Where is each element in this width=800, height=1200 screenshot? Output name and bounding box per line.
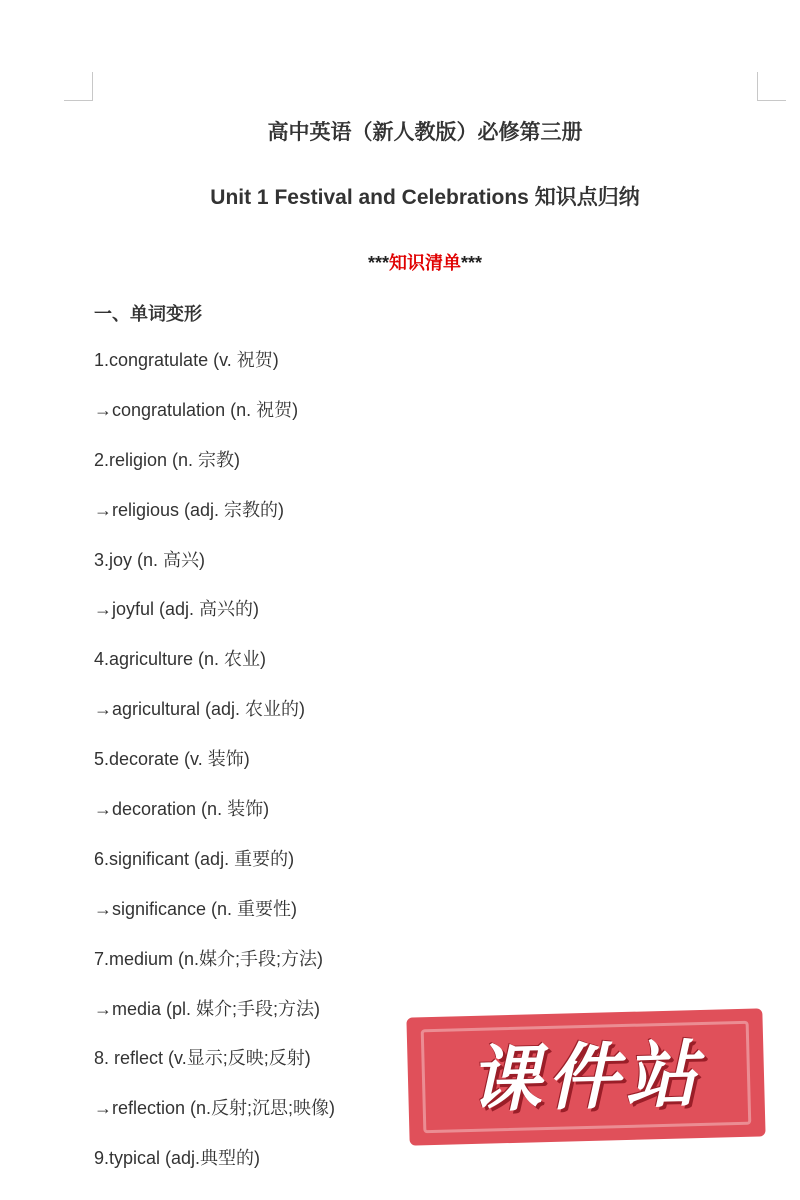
word-forms-list [94,346,335,1194]
list-item: →reflection (n.反射;沉思;映像) [94,1098,336,1119]
list-item: 4.agriculture (n. 农业) [94,649,267,670]
banner-text: 知识清单 [389,253,461,273]
list-item: 7.medium (n.媒介;手段;方法) [94,948,324,969]
list-item: 5.decorate (v. 装饰) [94,749,250,770]
section-heading: 一、单词变形 [94,304,202,324]
list-item: →congratulation (n. 祝贺) [94,399,299,420]
list-item: →media (pl. 媒介;手段;方法) [94,998,321,1019]
list-item: →significance (n. 重要性) [94,898,298,919]
list-item: 9.typical (adj.典型的) [94,1148,261,1169]
list-item: →religious (adj. 宗教的) [94,499,285,520]
list-item: 2.religion (n. 宗教) [94,449,241,470]
watermark-text: 课件站 [467,1031,705,1123]
watermark-stamp [406,1008,765,1145]
banner-suffix: *** [461,253,483,273]
list-item: 1.congratulate (v. 祝贺) [94,350,279,370]
list-item: →agricultural (adj. 农业的) [94,699,306,720]
document-title: 高中英语（新人教版）必修第三册 [267,121,583,144]
banner-prefix: *** [367,253,389,273]
list-item: 6.significant (adj. 重要的) [94,848,295,869]
list-item: →joyful (adj. 高兴的) [94,599,260,620]
list-item: 8. reflect (v.显示;反映;反射) [94,1048,311,1069]
list-item: 3.joy (n. 高兴) [94,549,206,570]
list-item: →decoration (n. 装饰) [94,799,270,820]
page-corner-mark-top-right [757,72,786,101]
page-corner-mark-top-left [64,72,93,101]
document-subtitle: Unit 1 Festival and Celebrations 知识点归纳 [210,186,640,209]
knowledge-list-banner [0,249,800,275]
